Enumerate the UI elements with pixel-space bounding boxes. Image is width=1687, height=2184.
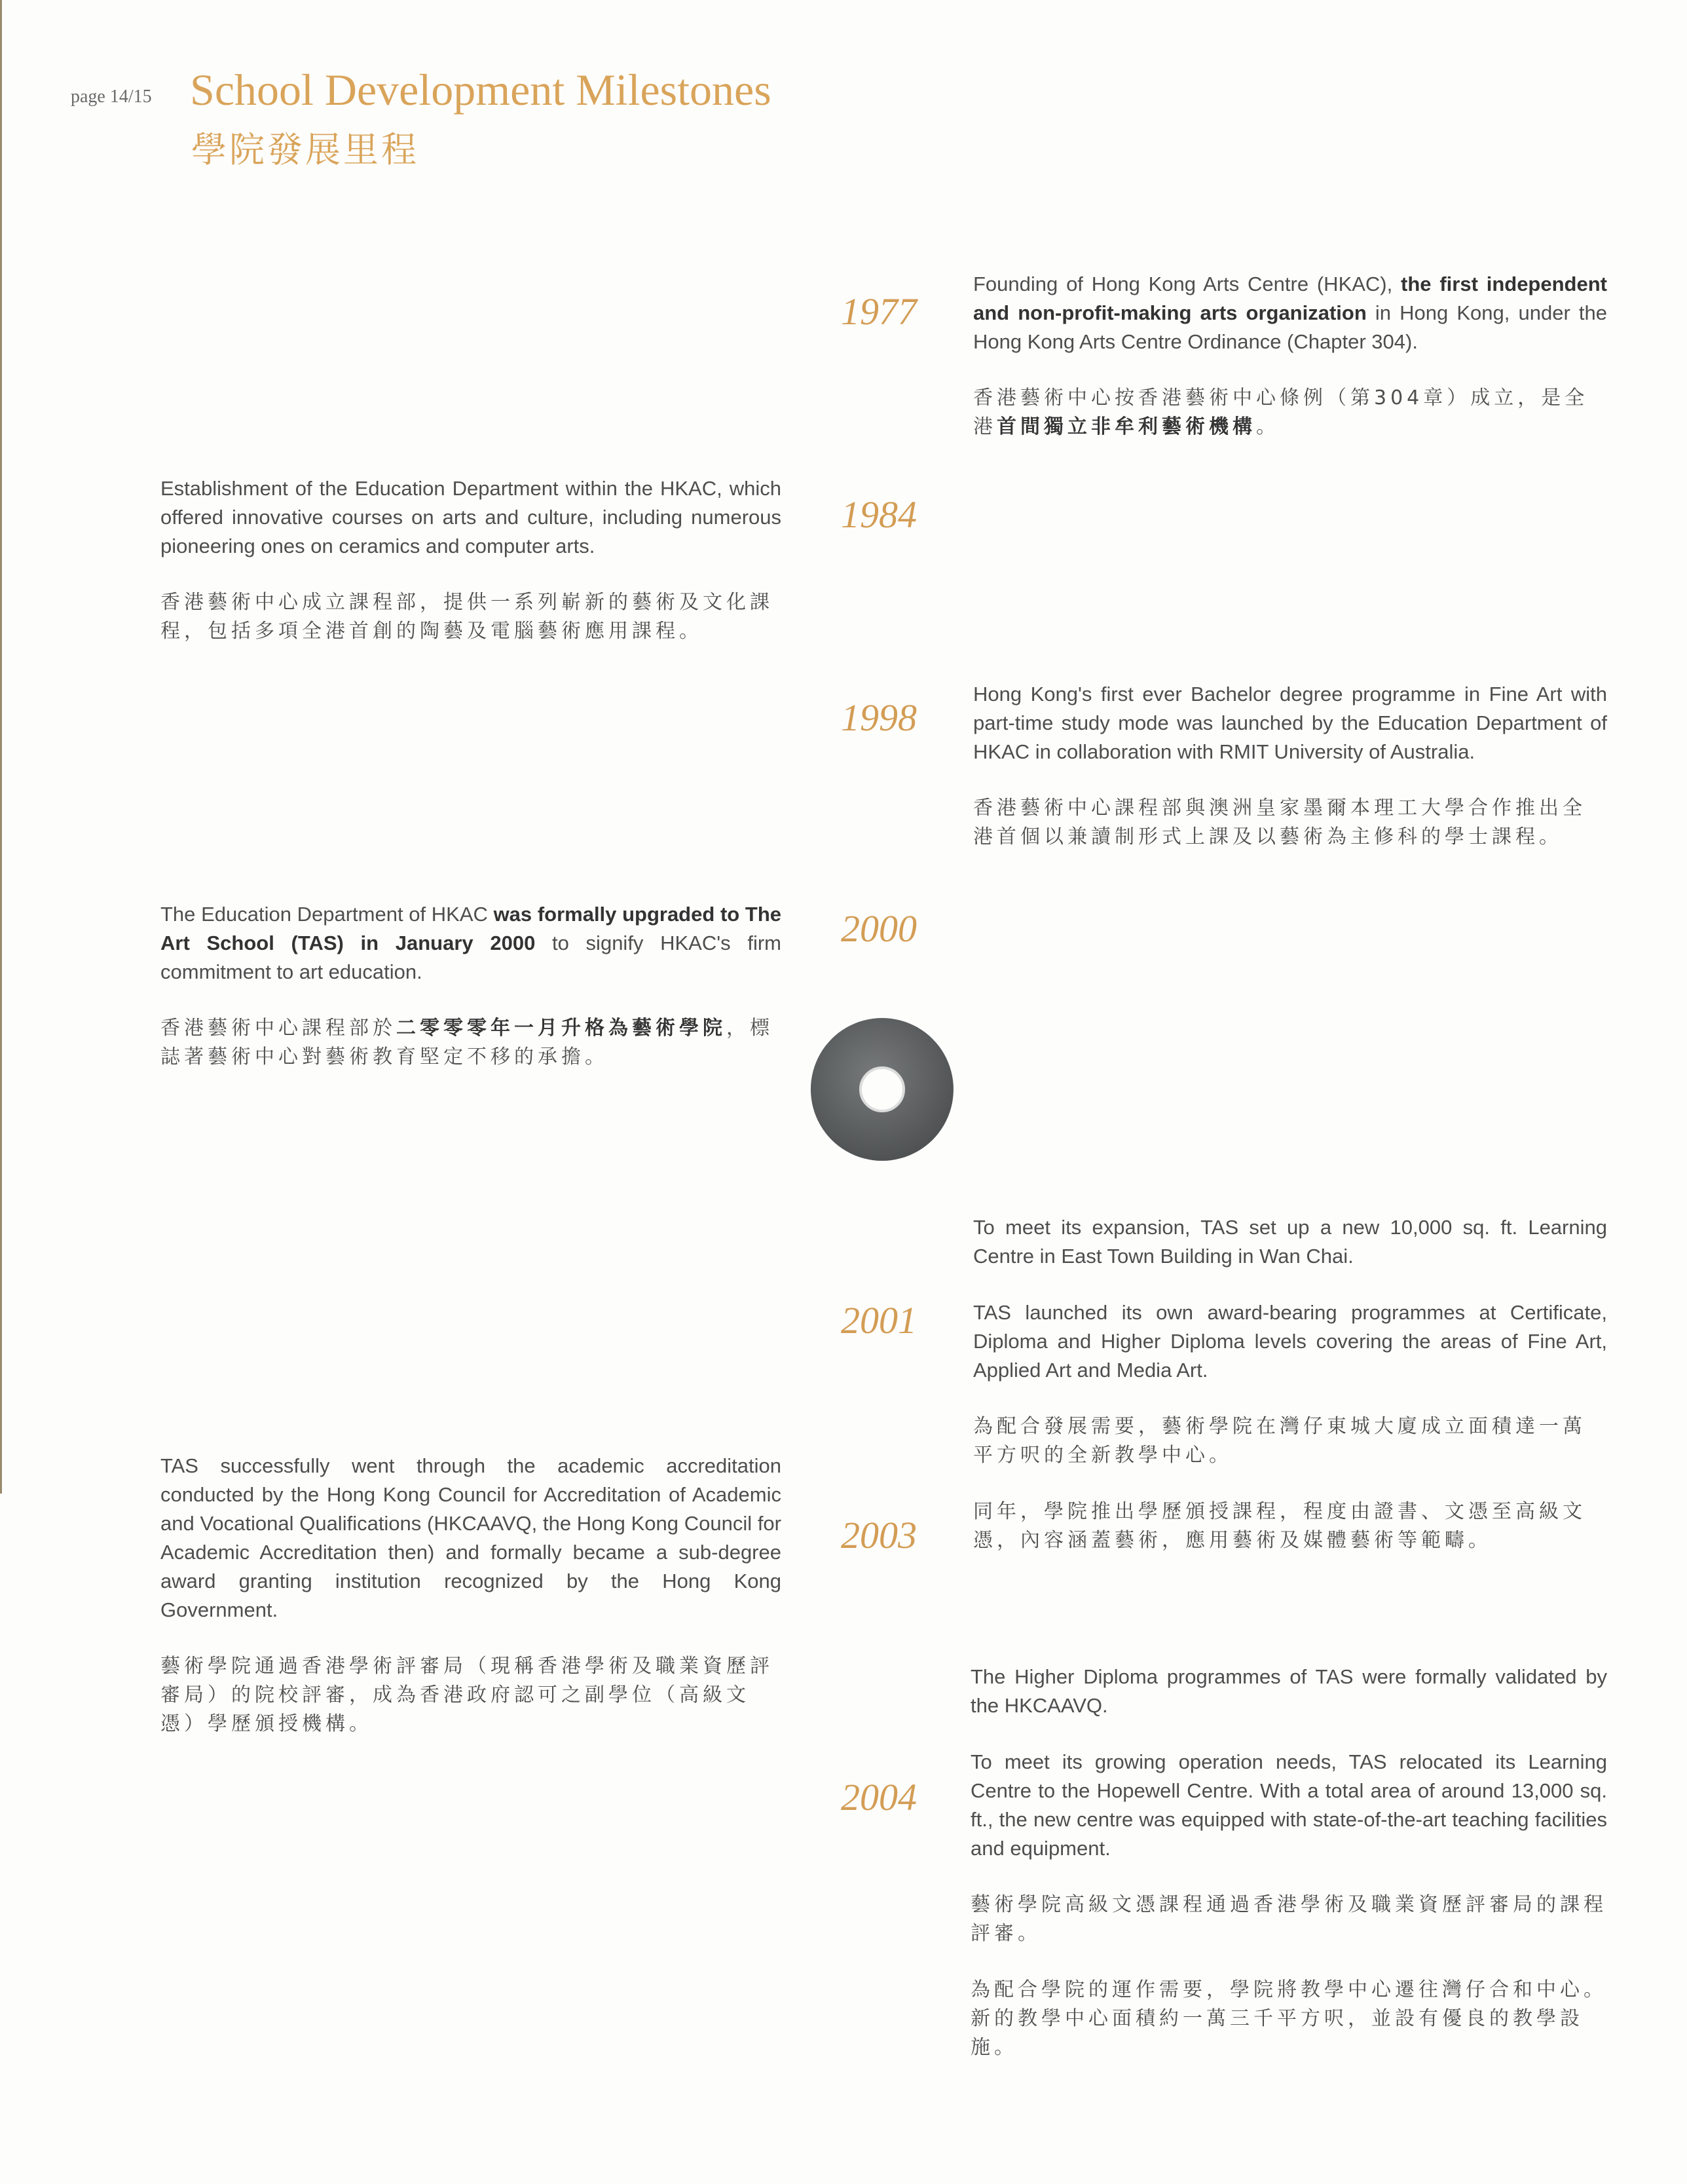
milestone-1998-text (973, 680, 1607, 879)
year-2003: 2003 (841, 1514, 917, 1556)
milestone-2004-en-2: To meet its growing operation needs, TAS relocated its Learning Centre to the Hopewell Centre. With a total area of around 13,000 sq. ft., the new centre was equipped with state-of-the-art teaching facilities and equipment. (971, 1750, 1607, 1860)
page-title: School Development Milestones (190, 65, 771, 115)
milestone-1998-en: Hong Kong's first ever Bachelor degree programme in Fine Art with part-time study mode was launched by the Education Department of HKAC in collaboration with RMIT University of Australia. (973, 683, 1607, 763)
milestone-2003-en: TAS successfully went through the academic accreditation conducted by the Hong Kong Council for Accreditation of Academic and Vocational Qualifications (HKCAAVQ, the Hong Kong Council for Academic Accreditation then) and formally became a sub-degree award granting institution recognized by the Hong Kong Government. (160, 1454, 781, 1621)
milestone-2004-text (971, 1663, 1607, 2090)
milestone-2001-en-2: TAS launched its own award-bearing programmes at Certificate, Diploma and Higher Diploma levels covering the areas of Fine Art, Applied Art and Media Art. (973, 1301, 1607, 1382)
milestone-1998-zh: 香港藝術中心課程部與澳洲皇家墨爾本理工大學合作推出全港首個以兼讀制形式上課及以藝術為主修科的學士課程。 (973, 797, 1586, 848)
page-edge-line (0, 0, 2, 1494)
milestone-1977-zh: 香港藝術中心按香港藝術中心條例（第304章）成立，是全港首間獨立非牟利藝術機構。 (973, 386, 1589, 438)
milestone-2000-en: The Education Department of HKAC was formally upgraded to The Art School (TAS) in January 2000 to signify HKAC's firm commitment to art education. (160, 903, 781, 983)
milestone-2000-zh: 香港藝術中心課程部於二零零零年一月升格為藝術學院，標誌著藝術中心對藝術教育堅定不移的承擔。 (160, 1017, 773, 1068)
jade-disc-icon (809, 1017, 955, 1162)
milestone-1977-text (973, 270, 1607, 469)
year-1977: 1977 (841, 290, 917, 333)
milestone-1984-text (160, 474, 781, 673)
year-1984: 1984 (841, 493, 917, 536)
milestone-2001-text (973, 1213, 1607, 1583)
milestone-1984-en: Establishment of the Education Department within the HKAC, which offered innovative courses on arts and culture, including numerous pioneering ones on ceramics and computer arts. (160, 477, 781, 557)
milestone-2004-en-1: The Higher Diploma programmes of TAS were formally validated by the HKCAAVQ. (971, 1665, 1607, 1717)
milestone-2003-text (160, 1452, 781, 1766)
milestone-2004-zh-2: 為配合學院的運作需要，學院將教學中心遷往灣仔合和中心。新的教學中心面積約一萬三千平方呎，並設有優良的教學設施。 (971, 1978, 1607, 2059)
year-2000: 2000 (841, 907, 917, 950)
year-2004: 2004 (841, 1776, 917, 1818)
milestone-2001-zh-1: 為配合發展需要，藝術學院在灣仔東城大廈成立面積達一萬平方呎的全新教學中心。 (973, 1415, 1586, 1467)
milestone-2001-zh-2: 同年，學院推出學歷頒授課程，程度由證書、文憑至高級文憑，內容涵蓋藝術，應用藝術及媒體藝術等範疇。 (973, 1500, 1586, 1552)
milestone-2000-text (160, 900, 781, 1099)
milestone-1984-zh: 香港藝術中心成立課程部，提供一系列嶄新的藝術及文化課程，包括多項全港首創的陶藝及電腦藝術應用課程。 (160, 591, 773, 643)
milestone-2001-en-1: To meet its expansion, TAS set up a new 10,000 sq. ft. Learning Centre in East Town Building in Wan Chai. (973, 1216, 1607, 1268)
year-2001: 2001 (841, 1299, 917, 1342)
year-1998: 1998 (841, 696, 917, 739)
milestone-2004-zh-1: 藝術學院高級文憑課程通過香港學術及職業資歷評審局的課程評審。 (971, 1893, 1607, 1945)
page-title-chinese: 學院發展里程 (191, 129, 419, 170)
milestone-2003-zh: 藝術學院通過香港學術評審局（現稱香港學術及職業資歷評審局）的院校評審，成為香港政府認可之副學位（高級文憑）學歷頒授機構。 (160, 1655, 773, 1735)
page-number: page 14/15 (71, 86, 152, 107)
milestone-1977-en: Founding of Hong Kong Arts Centre (HKAC), the first independent and non-profit-making arts organization in Hong Kong, under the Hong Kong Arts Centre Ordinance (Chapter 304). (973, 273, 1607, 353)
